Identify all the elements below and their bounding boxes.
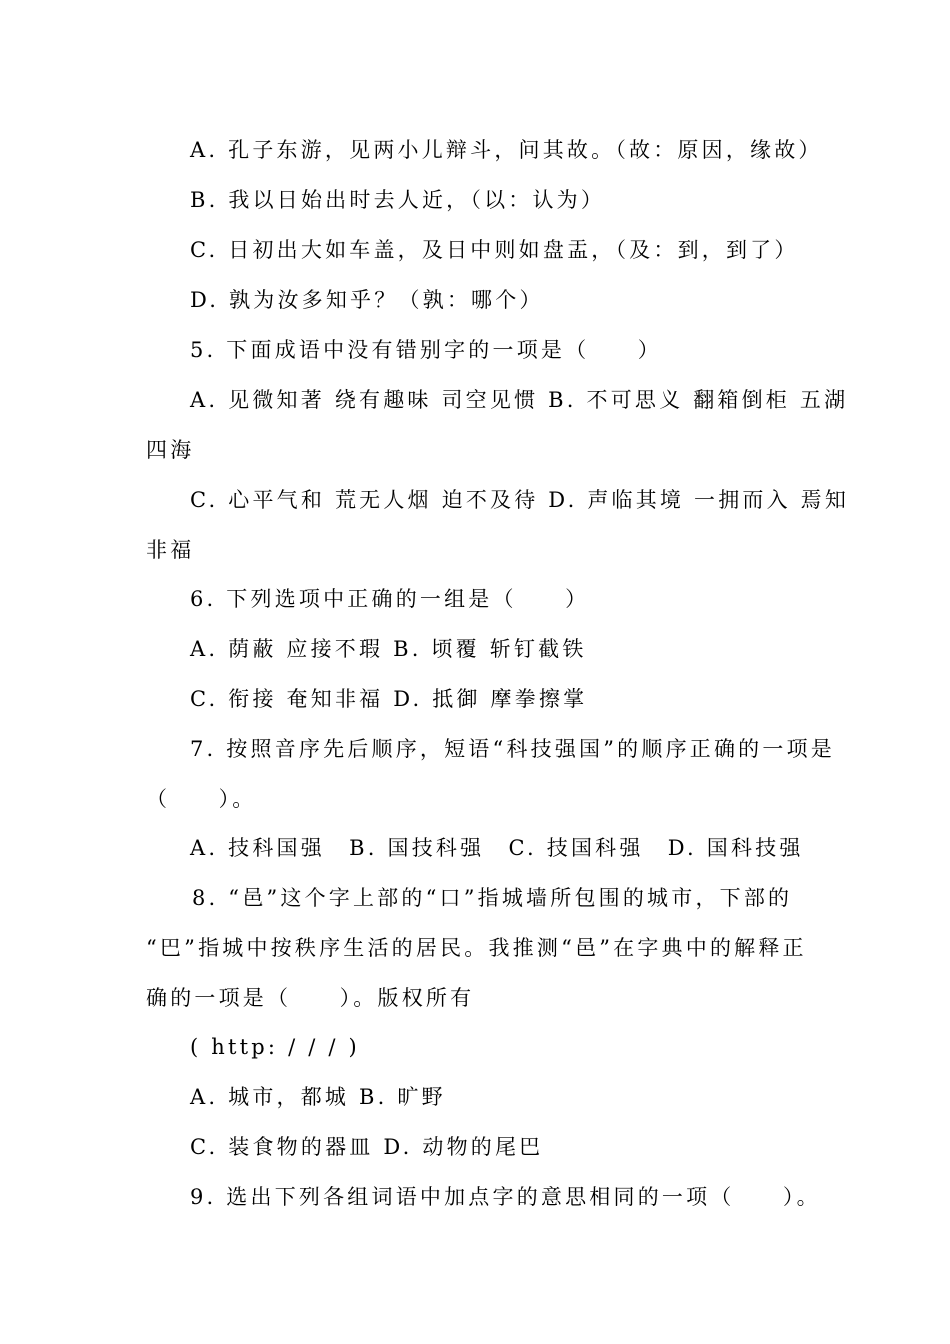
question-9: 9. 选出下列各组词语中加点字的意思相同的一项（ ）。	[190, 1185, 821, 1209]
url-line: ( http: / / / )	[190, 1035, 360, 1059]
q6-options-cd: C. 衔接 奄知非福 D. 抵御 摩拳擦掌	[190, 687, 588, 711]
option-c-line: C. 日初出大如车盖，及日中则如盘盂，（及：到，到了）	[190, 238, 799, 262]
question-8-continued-2: 确的一项是（ ）。版权所有	[146, 986, 475, 1010]
question-7-continued: （ ）。	[146, 787, 257, 811]
q8-options-cd: C. 装食物的器皿 D. 动物的尾巴	[190, 1135, 544, 1159]
question-7: 7. 按照音序先后顺序，短语“科技强国”的顺序正确的一项是	[190, 737, 835, 761]
question-8-continued-1: “巴”指城中按秩序生活的居民。我推测“邑”在字典中的解释正	[146, 936, 807, 960]
q8-options-ab: A. 城市，都城 B. 旷野	[190, 1085, 446, 1109]
question-5: 5. 下面成语中没有错别字的一项是（ ）	[190, 338, 662, 362]
option-a-line: A. 孔子东游，见两小儿辩斗，问其故。（故：原因，缘故）	[190, 138, 823, 162]
option-b-line: B. 我以日始出时去人近，（以：认为）	[190, 188, 606, 212]
q7-options: A. 技科国强 B. 国技科强 C. 技国科强 D. 国科技强	[190, 836, 804, 860]
option-d-line: D. 孰为汝多知乎？（孰：哪个）	[190, 288, 544, 312]
question-6: 6. 下列选项中正确的一组是（ ）	[190, 587, 590, 611]
q5-options-cd: C. 心平气和 荒无人烟 迫不及待 D. 声临其境 一拥而入 焉知	[190, 488, 850, 512]
q5-options-ab: A. 见微知著 绕有趣味 司空见惯 B. 不可思义 翻箱倒柜 五湖	[190, 388, 849, 412]
q6-options-ab: A. 荫蔽 应接不瑕 B. 顷覆 斩钉截铁	[190, 637, 587, 661]
q5-options-ab-continued: 四海	[146, 438, 195, 462]
q5-options-cd-continued: 非福	[146, 538, 195, 562]
question-8: 8. “邑”这个字上部的“口”指城墙所包围的城市，下部的	[192, 886, 793, 910]
